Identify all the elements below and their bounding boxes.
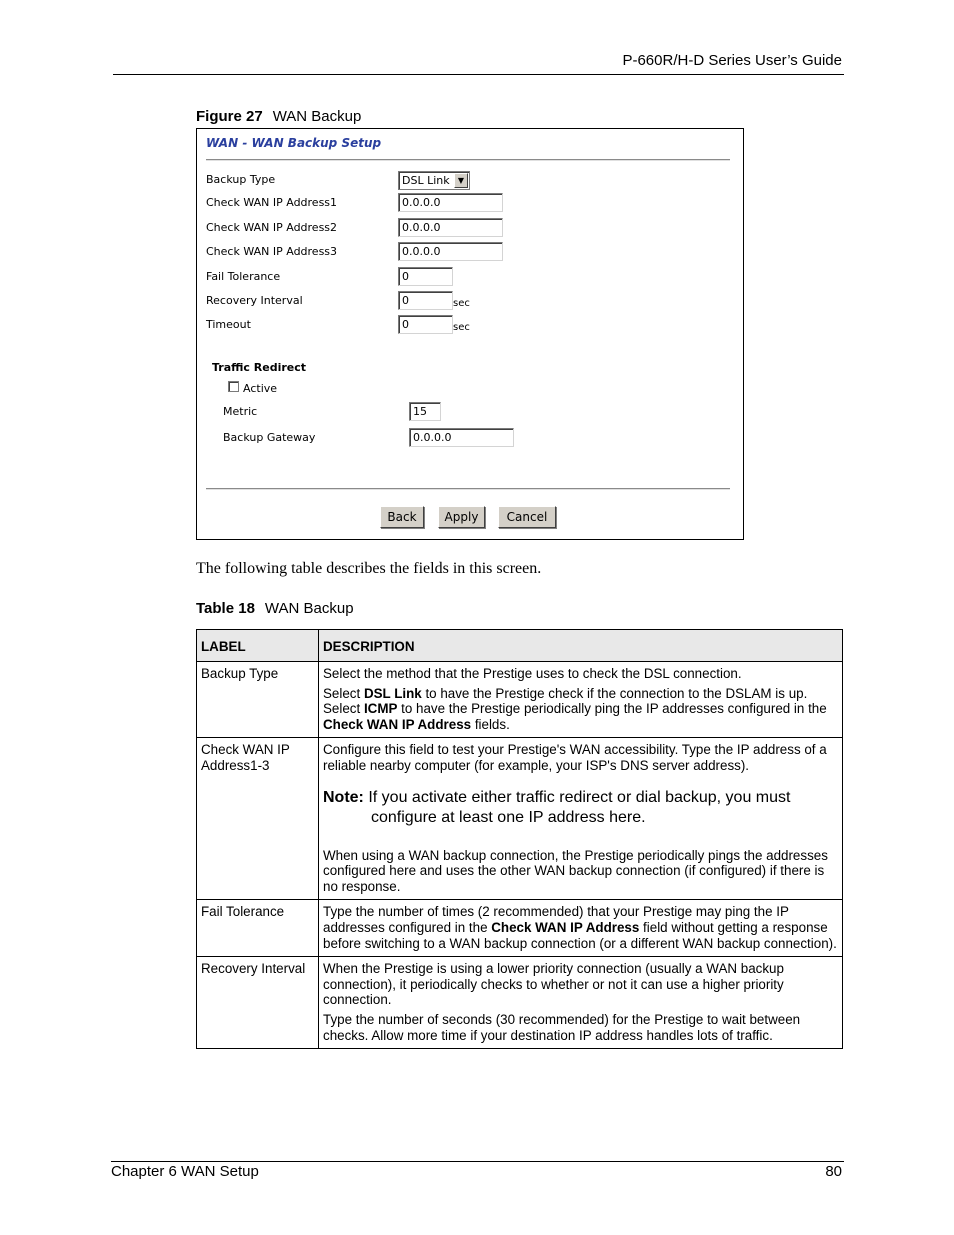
title-divider (206, 159, 730, 161)
chapter-title: Chapter 6 WAN Setup (111, 1163, 259, 1180)
screen-title: WAN - WAN Backup Setup (206, 136, 382, 150)
row-label: Recovery Interval (197, 957, 319, 1049)
row-label: Fail Tolerance (197, 900, 319, 957)
cancel-button[interactable]: Cancel (498, 506, 556, 528)
row-description (319, 957, 843, 1049)
check-ip3-input[interactable]: 0.0.0.0 (398, 242, 503, 261)
check-ip1-label: Check WAN IP Address1 (206, 196, 338, 209)
figure-caption (196, 108, 361, 125)
figure-label: Figure 27 (196, 108, 263, 125)
backup-type-value: DSL Link (402, 174, 450, 187)
description-paragraph: Select the method that the Prestige uses to check the DSL connection. (323, 666, 742, 681)
table-row (197, 738, 843, 900)
intro-text: The following table describes the fields in this screen. (196, 560, 542, 577)
check-ip3-label: Check WAN IP Address3 (206, 245, 338, 258)
apply-button[interactable]: Apply (438, 506, 485, 528)
fail-tolerance-input[interactable]: 0 (398, 267, 453, 286)
timeout-label: Timeout (206, 318, 251, 331)
chevron-down-icon[interactable]: ▼ (454, 173, 468, 188)
timeout-unit: sec (453, 322, 470, 333)
back-button[interactable]: Back (380, 506, 424, 528)
traffic-redirect-heading: Traffic Redirect (212, 361, 306, 374)
metric-input[interactable]: 15 (409, 402, 441, 421)
description-paragraph: When using a WAN backup connection, the Prestige periodically pings the addresses configured here and uses the other WAN backup connection (if configured) if there is no response. (323, 847, 828, 894)
active-checkbox[interactable] (228, 381, 239, 392)
timeout-input[interactable]: 0 (398, 315, 453, 334)
check-ip2-input[interactable]: 0.0.0.0 (398, 218, 503, 237)
table-label: Table 18 (196, 600, 255, 617)
description-paragraph: Type the number of seconds (30 recommended) for the Prestige to wait between checks. Allow more time if your destination IP address handles lots of traffic. (323, 1011, 801, 1043)
backup-type-select[interactable] (398, 171, 470, 190)
row-description (319, 900, 843, 957)
buttons-divider (206, 488, 730, 490)
description-paragraph: Select DSL Link to have the Prestige check if the connection to the DSLAM is up. Select ICMP to have the Prestige periodically ping the IP addresses configured in the Check WAN IP Address fields. (323, 685, 827, 732)
page-number: 80 (825, 1163, 842, 1180)
recovery-interval-unit: sec (453, 298, 470, 309)
note: Note: If you activate either traffic redirect or dial backup, you must configure at least one IP address here. (323, 788, 791, 826)
wan-backup-screen (196, 128, 744, 540)
row-description (319, 738, 843, 900)
header-label: LABEL (197, 630, 319, 662)
table-title: WAN Backup (264, 600, 354, 617)
table-header-row (197, 630, 843, 662)
row-description (319, 662, 843, 738)
wan-backup-table (196, 629, 843, 1049)
guide-title: P-660R/H-D Series User’s Guide (622, 52, 842, 69)
backup-gateway-input[interactable]: 0.0.0.0 (409, 428, 514, 447)
header-description: DESCRIPTION (319, 630, 843, 662)
check-ip1-input[interactable]: 0.0.0.0 (398, 193, 503, 212)
page-footer (111, 1161, 844, 1183)
check-ip2-label: Check WAN IP Address2 (206, 221, 338, 234)
figure-title: WAN Backup (272, 108, 362, 125)
table-row (197, 662, 843, 738)
metric-label: Metric (223, 405, 258, 418)
table-caption (196, 600, 354, 617)
active-label: Active (243, 382, 278, 395)
backup-type-label: Backup Type (206, 173, 276, 186)
backup-gateway-label: Backup Gateway (223, 431, 316, 444)
page-header (113, 52, 844, 75)
description-paragraph: When the Prestige is using a lower priority connection (usually a WAN backup connection), it periodically checks to whether or not it can use a higher priority connection. (323, 961, 784, 1008)
recovery-interval-input[interactable]: 0 (398, 291, 453, 310)
row-label: Backup Type (197, 662, 319, 738)
fail-tolerance-label: Fail Tolerance (206, 270, 281, 283)
row-label: Check WAN IP Address1-3 (197, 738, 319, 900)
table-row (197, 957, 843, 1049)
table-row (197, 900, 843, 957)
description-paragraph: Type the number of times (2 recommended) that your Prestige may ping the IP addresses configured in the Check WAN IP Address field without getting a response before switching to a WAN backup connection (or a different WAN backup connection). (323, 904, 837, 951)
recovery-interval-label: Recovery Interval (206, 294, 303, 307)
description-paragraph: Configure this field to test your Prestige's WAN accessibility. Type the IP address of a reliable nearby computer (for example, your ISP's DNS server address). (323, 742, 827, 773)
